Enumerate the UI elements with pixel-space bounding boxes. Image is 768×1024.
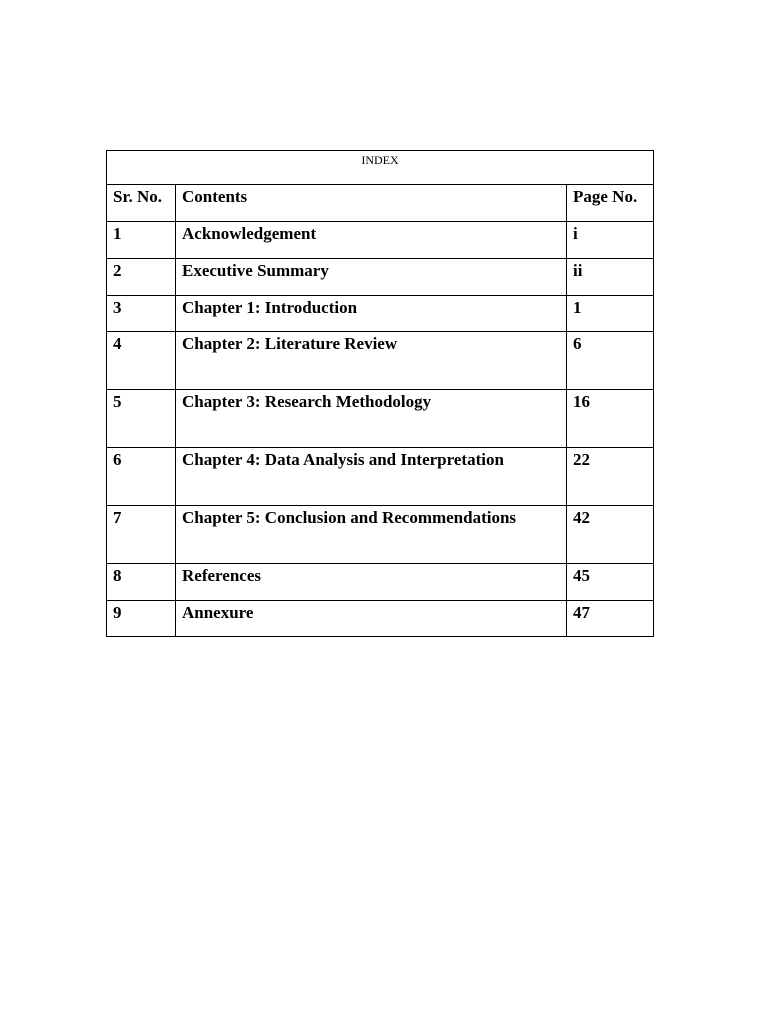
header-page-no-label: Page No. — [573, 187, 638, 206]
row-page-no-text: 16 — [573, 392, 590, 411]
row-sr-no — [107, 259, 176, 296]
row-sr-no-text: 1 — [113, 224, 122, 243]
row-page-no — [567, 259, 654, 296]
header-row — [107, 185, 654, 222]
row-content-text: Chapter 1: Introduction — [182, 298, 358, 317]
row-content — [176, 259, 567, 296]
table-row — [107, 448, 654, 506]
row-sr-no — [107, 296, 176, 332]
row-content — [176, 601, 567, 637]
row-content-text: Acknowledgement — [182, 224, 317, 243]
row-sr-no-text: 6 — [113, 450, 122, 469]
index-table — [106, 150, 654, 637]
row-sr-no — [107, 222, 176, 259]
row-content-text: Chapter 5: Conclusion and Recommendations — [182, 508, 517, 527]
table-row — [107, 259, 654, 296]
header-sr-no-label: Sr. No. — [113, 187, 162, 206]
row-sr-no-text: 7 — [113, 508, 122, 527]
row-sr-no-text: 4 — [113, 334, 122, 353]
row-page-no-text: 45 — [573, 566, 590, 585]
row-sr-no — [107, 564, 176, 601]
row-page-no-text: 22 — [573, 450, 590, 469]
row-content-text: Chapter 3: Research Methodology — [182, 392, 432, 411]
table-row — [107, 222, 654, 259]
row-content — [176, 448, 567, 506]
row-sr-no — [107, 332, 176, 390]
row-sr-no-text: 9 — [113, 603, 122, 622]
row-page-no — [567, 332, 654, 390]
row-content — [176, 564, 567, 601]
row-content-text: Annexure — [182, 603, 254, 622]
header-contents — [176, 185, 567, 222]
row-sr-no — [107, 390, 176, 448]
row-page-no — [567, 448, 654, 506]
row-content — [176, 390, 567, 448]
row-page-no-text: 42 — [573, 508, 590, 527]
row-content-text: Chapter 2: Literature Review — [182, 334, 398, 353]
row-page-no — [567, 390, 654, 448]
table-row — [107, 390, 654, 448]
row-page-no — [567, 296, 654, 332]
row-content-text: Executive Summary — [182, 261, 329, 280]
header-contents-label: Contents — [182, 187, 248, 206]
row-content — [176, 296, 567, 332]
row-page-no-text: 1 — [573, 298, 582, 317]
row-content — [176, 506, 567, 564]
header-page-no — [567, 185, 654, 222]
table-row — [107, 601, 654, 637]
row-content-text: References — [182, 566, 261, 585]
row-sr-no-text: 2 — [113, 261, 122, 280]
row-sr-no — [107, 506, 176, 564]
row-content — [176, 332, 567, 390]
index-title-row — [107, 151, 654, 185]
row-page-no — [567, 601, 654, 637]
table-row — [107, 506, 654, 564]
table-row — [107, 564, 654, 601]
row-content-text: Chapter 4: Data Analysis and Interpretation — [182, 450, 504, 469]
row-sr-no-text: 3 — [113, 298, 122, 317]
table-row — [107, 296, 654, 332]
row-page-no-text: ii — [573, 261, 583, 280]
row-page-no — [567, 564, 654, 601]
row-page-no-text: 47 — [573, 603, 590, 622]
row-sr-no-text: 5 — [113, 392, 122, 411]
row-sr-no — [107, 448, 176, 506]
row-sr-no-text: 8 — [113, 566, 122, 585]
row-page-no — [567, 506, 654, 564]
index-title: INDEX — [107, 151, 654, 185]
row-page-no-text: i — [573, 224, 578, 243]
row-page-no — [567, 222, 654, 259]
row-sr-no — [107, 601, 176, 637]
row-page-no-text: 6 — [573, 334, 582, 353]
header-sr-no — [107, 185, 176, 222]
table-row — [107, 332, 654, 390]
row-content — [176, 222, 567, 259]
